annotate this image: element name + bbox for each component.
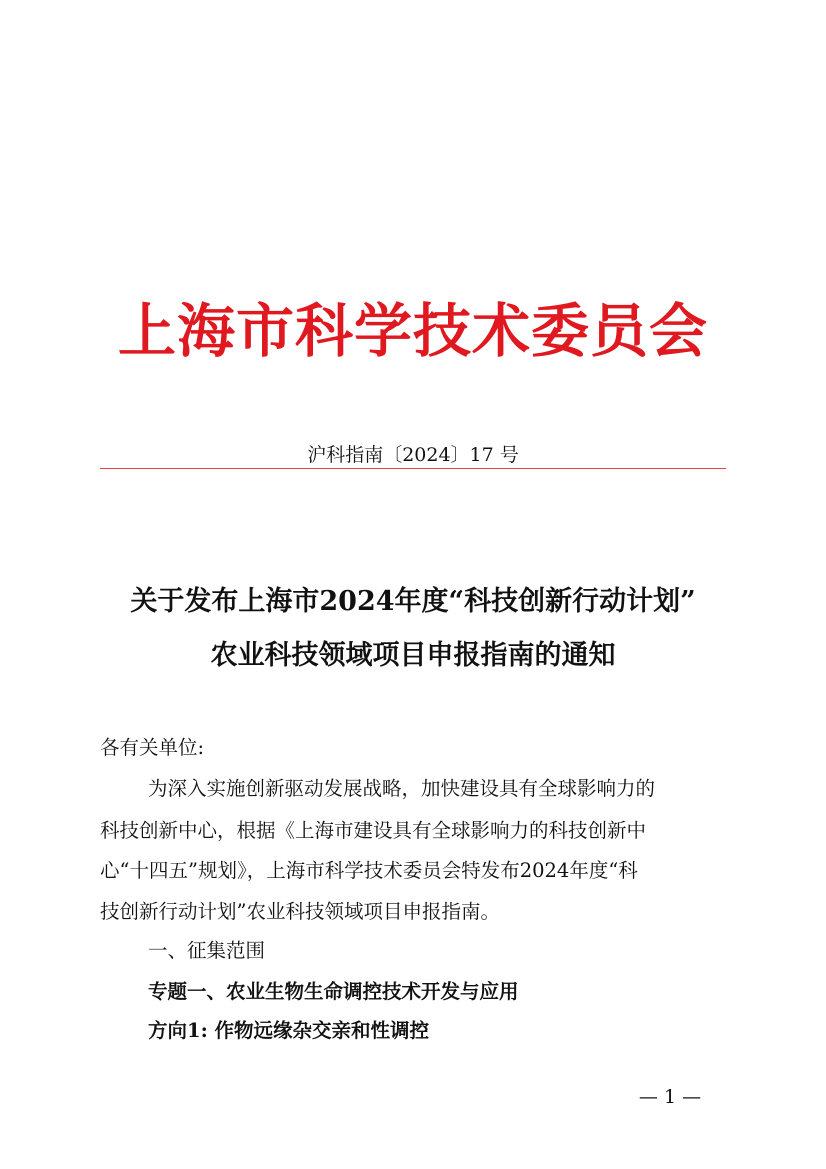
red-separator-line xyxy=(100,468,726,469)
topic-heading-1: 专题一、农业生物生命调控技术开发与应用 xyxy=(148,980,519,1003)
direction-heading-1: 方向1: 作物远缘杂交亲和性调控 xyxy=(148,1019,430,1042)
page-number: — 1 — xyxy=(638,1086,702,1108)
paragraph-1-line-4: 技创新行动计划”农业科技领域项目申报指南。 xyxy=(100,900,500,923)
document-number: 沪科指南〔2024〕17 号 xyxy=(307,444,519,466)
salutation: 各有关单位: xyxy=(100,736,205,759)
notice-title-line-1: 关于发布上海市2024年度“科技创新行动计划” xyxy=(130,586,696,617)
section-heading-scope: 一、征集范围 xyxy=(148,939,266,962)
notice-title-line-2: 农业科技领域项目申报指南的通知 xyxy=(210,640,616,671)
paragraph-1-line-3: 心“十四五”规划》，上海市科学技术委员会特发布2024年度“科 xyxy=(100,859,638,882)
issuing-organization-title: 上海市科学技术委员会 xyxy=(117,297,708,365)
paragraph-1-line-2: 科技创新中心，根据《上海市建设具有全球影响力的科技创新中 xyxy=(100,819,647,842)
paragraph-1-line-1: 为深入实施创新驱动发展战略，加快建设具有全球影响力的 xyxy=(148,777,656,800)
